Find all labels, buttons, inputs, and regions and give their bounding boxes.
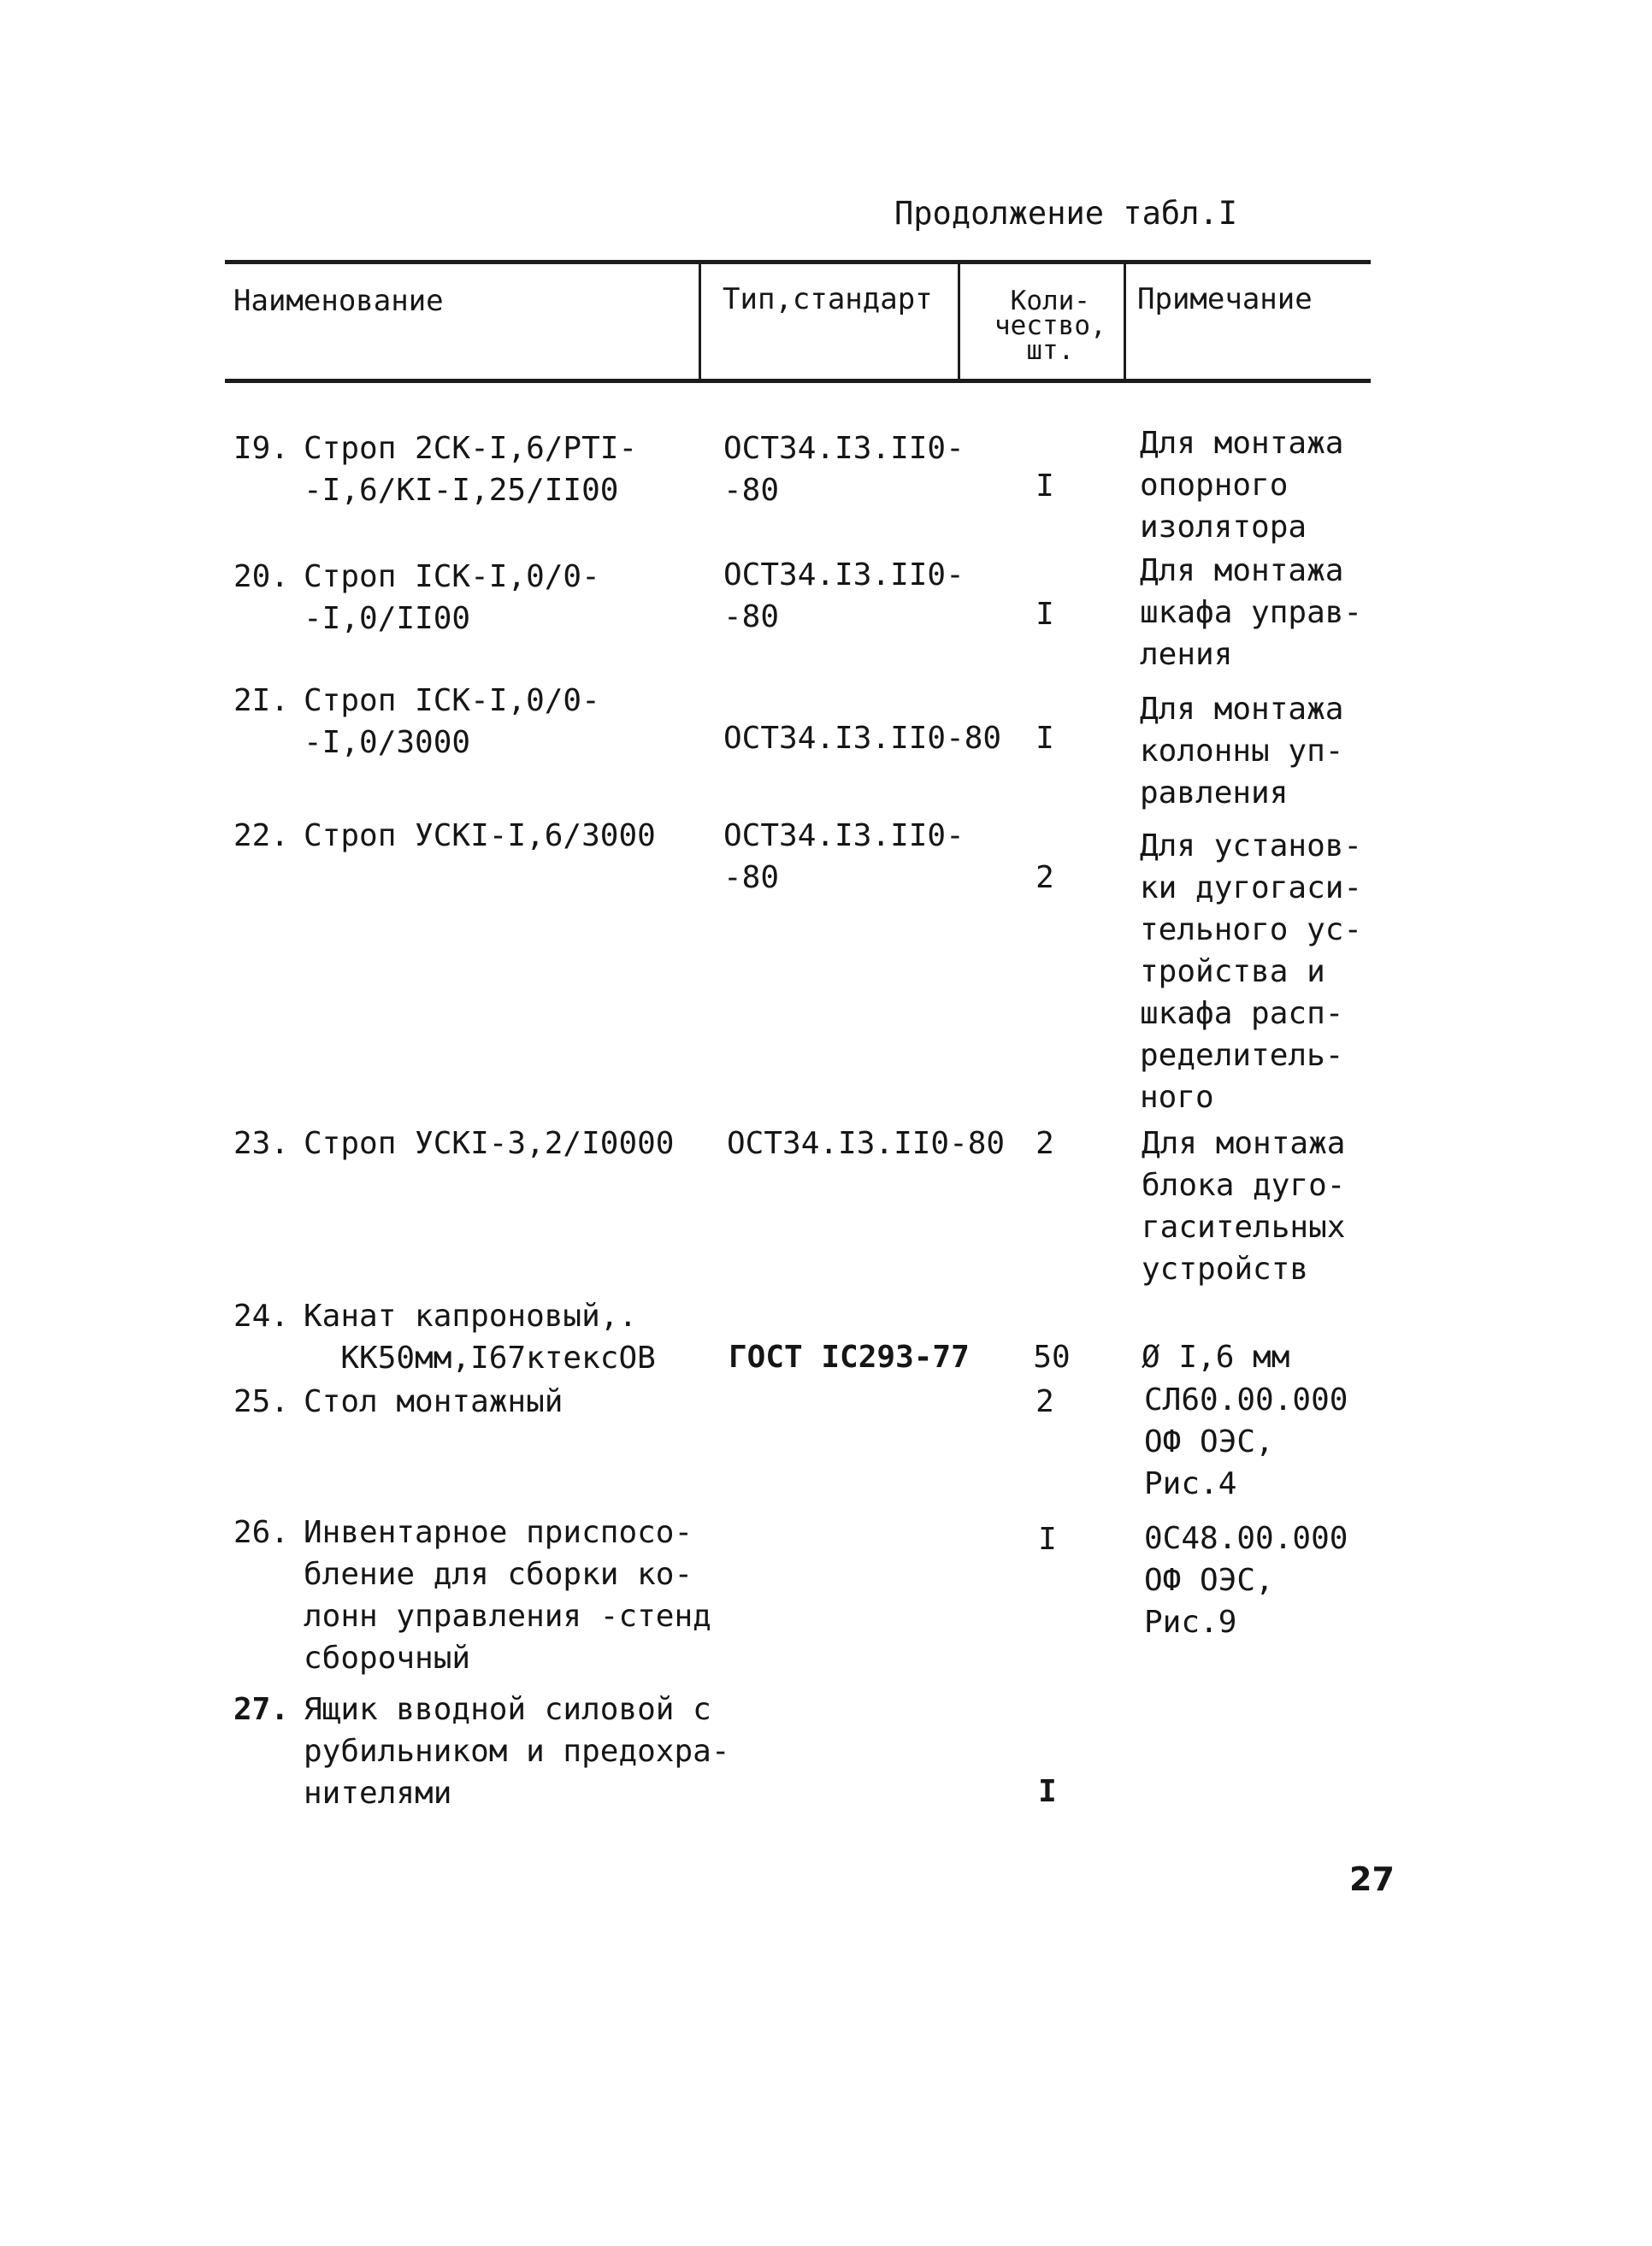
table-top-rule bbox=[225, 260, 1371, 264]
row-number: 23. bbox=[233, 1126, 290, 1161]
row-type: ГОСТ IC293-77 bbox=[729, 1340, 970, 1375]
row-qty: 2 bbox=[1035, 1384, 1054, 1419]
header-note: Примечание bbox=[1137, 282, 1313, 316]
column-divider bbox=[1124, 262, 1126, 380]
header-type: Тип,стандарт bbox=[723, 282, 933, 316]
row-number: 20. bbox=[233, 559, 290, 594]
row-qty: I bbox=[1035, 597, 1054, 632]
column-divider bbox=[958, 262, 960, 380]
row-number: 2I. bbox=[233, 683, 290, 718]
row-qty: 2 bbox=[1035, 1126, 1054, 1161]
row-qty: I bbox=[1035, 469, 1054, 504]
row-note: СЛ60.00.000 ОФ ОЭС, Рис.4 bbox=[1144, 1382, 1348, 1501]
row-qty: I bbox=[1038, 1774, 1057, 1809]
row-name: Строп УСКI-3,2/I0000 bbox=[304, 1126, 675, 1161]
row-name: Строп ICK-I,0/0- -I,0/3000 bbox=[304, 683, 600, 760]
row-note: Для установ- ки дугогаси- тельного ус- тройства и шкафа расп- ределитель- ного bbox=[1140, 828, 1363, 1115]
row-name: Строп 2СК-I,6/PTI- -I,6/KI-I,25/II00 bbox=[304, 431, 638, 508]
row-type: ОСТ34.I3.II0- -80 bbox=[723, 431, 965, 508]
row-number: 25. bbox=[233, 1384, 290, 1419]
row-number: 24. bbox=[233, 1299, 290, 1334]
row-type: ОСТ34.I3.II0- -80 bbox=[723, 818, 965, 895]
header-qty: Коли- чество, шт. bbox=[994, 286, 1106, 366]
row-number: 26. bbox=[233, 1515, 290, 1550]
row-note: Для монтажа колонны уп- равления bbox=[1140, 692, 1344, 811]
row-name: Стол монтажный bbox=[304, 1384, 563, 1419]
row-type: ОСТ34.I3.II0-80 bbox=[723, 721, 1002, 756]
row-name: Строп ICK-I,0/0- -I,0/II00 bbox=[304, 559, 600, 636]
row-note: Для монтажа шкафа управ- ления bbox=[1140, 553, 1363, 672]
row-number: 22. bbox=[233, 818, 290, 853]
row-qty: 50 bbox=[1033, 1340, 1071, 1375]
row-number: I9. bbox=[233, 431, 290, 466]
row-type: ОСТ34.I3.II0- -80 bbox=[723, 557, 965, 634]
table-header-rule bbox=[225, 379, 1371, 383]
header-name: Наименование bbox=[233, 284, 444, 318]
row-qty: I bbox=[1035, 721, 1054, 756]
row-name: Ящик вводной силовой с рубильником и предохра- нителями bbox=[304, 1692, 730, 1811]
row-name: Канат капроновый,. КК50мм,I67ктексОВ bbox=[304, 1299, 656, 1376]
row-qty: 2 bbox=[1035, 860, 1054, 895]
table-caption: Продолжение табл.I bbox=[894, 195, 1237, 232]
row-note: Ø I,6 мм bbox=[1142, 1340, 1290, 1375]
row-note: Для монтажа блока дуго- гасительных устройств bbox=[1142, 1126, 1346, 1287]
row-name: Инвентарное приспосо- бление для сборки ко- лонн управления -стенд сборочный bbox=[304, 1515, 711, 1676]
column-divider bbox=[699, 262, 701, 380]
row-name: Строп УСКI-I,6/3000 bbox=[304, 818, 656, 853]
row-note: Для монтажа опорного изолятора bbox=[1140, 426, 1344, 545]
page-number: 27 bbox=[1349, 1860, 1395, 1898]
row-type: ОСТ34.I3.II0-80 bbox=[727, 1126, 1006, 1161]
row-number: 27. bbox=[233, 1692, 290, 1727]
row-qty: I bbox=[1038, 1522, 1057, 1557]
row-note: 0С48.00.000 ОФ ОЭС, Рис.9 bbox=[1144, 1521, 1348, 1640]
